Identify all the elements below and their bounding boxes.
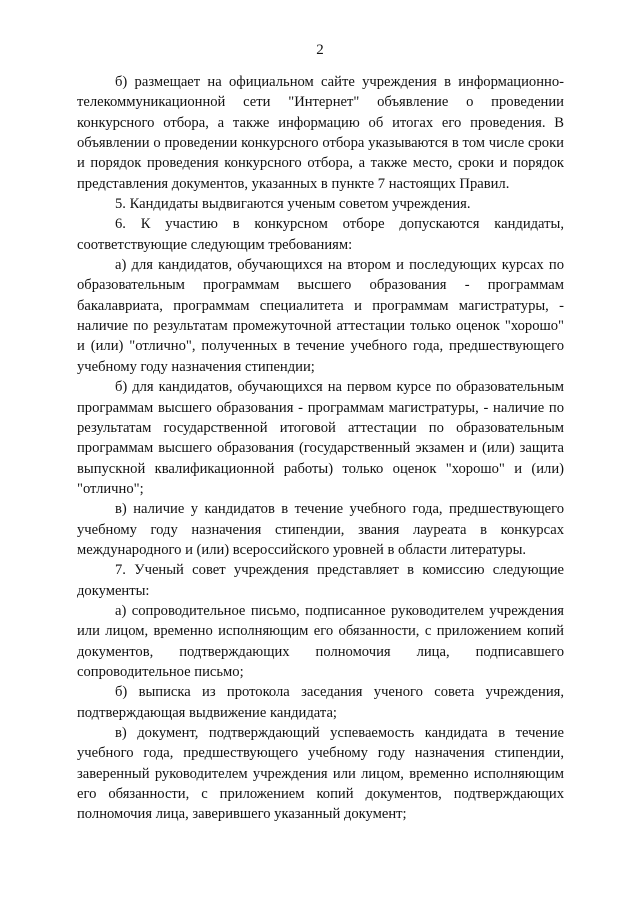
page-number: 2 [316,42,324,58]
paragraph-4b: б) размещает на официальном сайте учреждения в информационно-телекоммуникационной сети "Интернет" объявление о проведении конкурсного отбора, а также информацию об итогах его проведения. В объявлении о проведении конкурсного отбора указываются в том числе сроки и порядок проведения конкурсного отбора, а также место, сроки и порядок представления документов, указанных в пункте 7 настоящих Правил. [77,74,564,192]
paragraph-7a: а) сопроводительное письмо, подписанное руководителем учреждения или лицом, временно исполняющим его обязанности, с приложением копий документов, подтверждающих полномочия лица, подписавшего сопроводительное письмо; [77,602,564,680]
paragraph-7b: б) выписка из протокола заседания ученого совета учреждения, подтверждающая выдвижение кандидата; [77,684,564,721]
paragraph-6a: а) для кандидатов, обучающихся на втором и последующих курсах по образовательным программам высшего образования - программам бакалавриата, программам специалитета и программам магистратуры, - наличие по результатам промежуточной аттестации только оценок "хорошо" и (или) "отлично", полученных в течение учебного года, предшествующего учебному году назначения стипендии; [77,257,564,375]
paragraph-7v: в) документ, подтверждающий успеваемость кандидата в течение учебного года, предшествующего учебному году назначения стипендии, заверенный руководителем учреждения или лицом, временно исполняющим его обязанности, с приложением копий документов, подтверждающих полномочия лица, заверившего указанный документ; [77,725,564,823]
paragraph-6: 6. К участию в конкурсном отборе допускаются кандидаты, соответствующие следующим требованиям: [77,216,564,253]
paragraph-6b: б) для кандидатов, обучающихся на первом курсе по образовательным программам высшего образования - программам магистратуры, - наличие по результатам государственной итоговой аттестации по образовательным программам высшего образования (государственный экзамен и (или) защита выпускной квалификационной работы) только оценок "хорошо" и (или) "отлично"; [77,379,564,497]
paragraph-7: 7. Ученый совет учреждения представляет в комиссию следующие документы: [77,562,564,599]
document-body [77,72,564,825]
paragraph-6v: в) наличие у кандидатов в течение учебного года, предшествующего учебному году назначения стипендии, звания лауреата в конкурсах международного и (или) всероссийского уровней в области литературы. [77,501,564,558]
paragraph-5: 5. Кандидаты выдвигаются ученым советом учреждения. [115,196,471,213]
